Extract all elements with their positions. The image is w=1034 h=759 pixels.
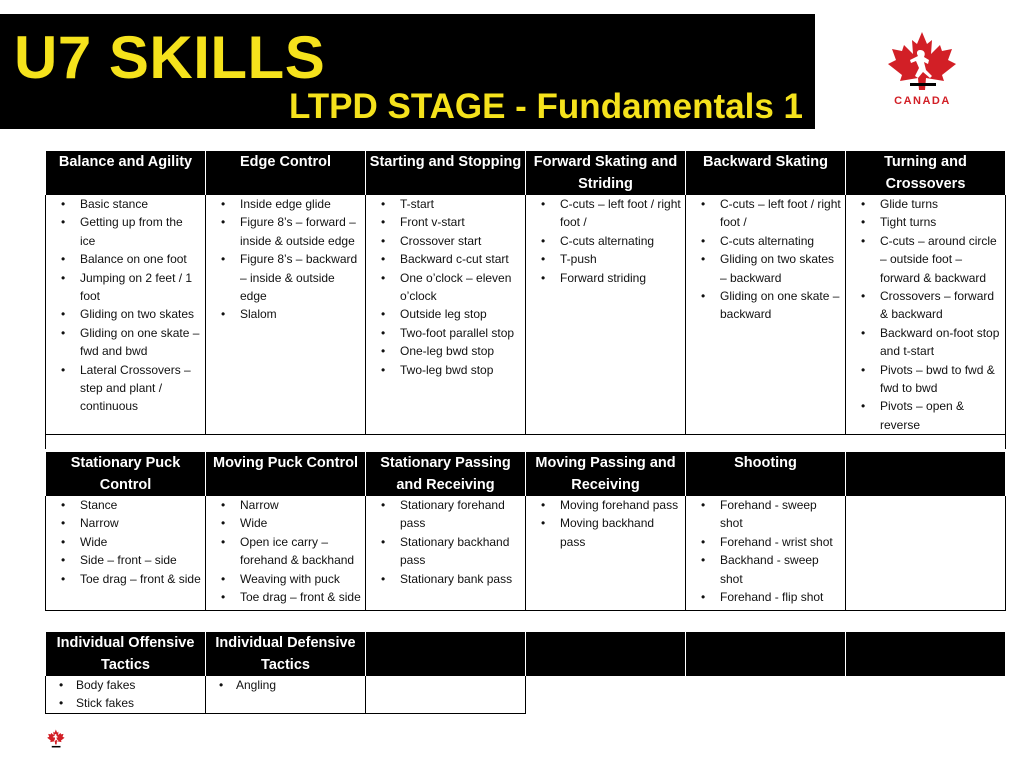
list-item: • Backhand - sweep shot xyxy=(720,551,841,588)
page-title: U7 SKILLS xyxy=(14,24,326,91)
list-item: • Wide xyxy=(240,514,361,532)
column-header: Starting and Stopping xyxy=(366,151,526,195)
list-item: • Lateral Crossovers – step and plant / continuous xyxy=(80,361,201,416)
list-item: • C-cuts – left foot / right foot / xyxy=(560,195,681,232)
list-item: • Front v-start xyxy=(400,213,521,231)
table-cell xyxy=(686,195,846,435)
list-item: • Gliding on two skates xyxy=(80,305,201,323)
list-item: • Figure 8’s – forward – inside & outside edge xyxy=(240,213,361,250)
table-cell xyxy=(206,195,366,435)
column-header: Forward Skating and Striding xyxy=(526,151,686,195)
hockey-canada-logo xyxy=(880,30,965,108)
table-cell xyxy=(366,496,526,611)
column-header: Stationary Passing and Receiving xyxy=(366,452,526,496)
list-item: • Stationary forehand pass xyxy=(400,496,521,533)
skill-list xyxy=(46,195,205,416)
table-cell xyxy=(46,195,206,435)
table-cell xyxy=(206,496,366,611)
empty-header-cell xyxy=(686,632,846,676)
table-cell xyxy=(366,676,526,713)
list-item: • Tight turns xyxy=(880,213,1001,231)
column-header: Backward Skating xyxy=(686,151,846,195)
list-item: • Forehand - wrist shot xyxy=(720,533,841,551)
list-item: • Angling xyxy=(236,676,361,694)
list-item: • Gliding on one skate – fwd and bwd xyxy=(80,324,201,361)
table-cell xyxy=(46,676,206,713)
table-cell xyxy=(206,676,366,713)
list-item: • Narrow xyxy=(240,496,361,514)
column-header: Individual Offensive Tactics xyxy=(46,632,206,676)
table-cell xyxy=(846,195,1006,435)
skill-list xyxy=(846,195,1005,434)
list-item: • Toe drag – front & side xyxy=(80,570,201,588)
list-item: • Toe drag – front & side xyxy=(240,588,361,606)
list-item: • Two-leg bwd stop xyxy=(400,361,521,379)
list-item: • C-cuts alternating xyxy=(720,232,841,250)
table-cell xyxy=(46,496,206,611)
list-item: • Stick fakes xyxy=(76,694,201,712)
table-cell xyxy=(846,496,1006,611)
list-item: • T-push xyxy=(560,250,681,268)
list-item: • T-start xyxy=(400,195,521,213)
skill-list xyxy=(686,195,845,324)
skill-list xyxy=(206,676,365,694)
list-item: • Getting up from the ice xyxy=(80,213,201,250)
list-item: • Forehand - flip shot xyxy=(720,588,841,606)
skill-list xyxy=(206,496,365,606)
list-item: • Slalom xyxy=(240,305,361,323)
list-item: • C-cuts – left foot / right foot / xyxy=(720,195,841,232)
blank-cell xyxy=(686,676,846,713)
column-header: Turning and Crossovers xyxy=(846,151,1006,195)
table-cell xyxy=(526,496,686,611)
list-item: • Outside leg stop xyxy=(400,305,521,323)
skill-list xyxy=(686,496,845,606)
column-header: Individual Defensive Tactics xyxy=(206,632,366,676)
list-item: • Body fakes xyxy=(76,676,201,694)
list-item: • Backward c-cut start xyxy=(400,250,521,268)
column-header: Balance and Agility xyxy=(46,151,206,195)
skill-list xyxy=(206,195,365,324)
list-item: • Stationary backhand pass xyxy=(400,533,521,570)
list-item: • Open ice carry – forehand & backhand xyxy=(240,533,361,570)
list-item: • One o’clock – eleven o’clock xyxy=(400,269,521,306)
list-item: • Crossover start xyxy=(400,232,521,250)
column-header: Shooting xyxy=(686,452,846,496)
empty-header-cell xyxy=(846,632,1006,676)
list-item: • Crossovers – forward & backward xyxy=(880,287,1001,324)
list-item: • Glide turns xyxy=(880,195,1001,213)
empty-header-cell xyxy=(366,632,526,676)
list-item: • Forehand - sweep shot xyxy=(720,496,841,533)
list-item: • Two-foot parallel stop xyxy=(400,324,521,342)
table-header-row xyxy=(46,151,1006,195)
table-row xyxy=(46,676,1006,713)
list-item: • Wide xyxy=(80,533,201,551)
list-item: • Stance xyxy=(80,496,201,514)
skill-list xyxy=(46,676,205,713)
puck-skills-table xyxy=(45,452,1006,611)
column-header: Moving Passing and Receiving xyxy=(526,452,686,496)
skating-skills-table xyxy=(45,151,1006,449)
skill-list xyxy=(46,496,205,588)
table-header-row xyxy=(46,632,1006,676)
column-header: Moving Puck Control xyxy=(206,452,366,496)
list-item: • Moving backhand pass xyxy=(560,514,681,551)
list-item: • Gliding on two skates – backward xyxy=(720,250,841,287)
column-header: Stationary Puck Control xyxy=(46,452,206,496)
list-item: • Jumping on 2 feet / 1 foot xyxy=(80,269,201,306)
table-cell xyxy=(686,496,846,611)
list-item: • Side – front – side xyxy=(80,551,201,569)
tactics-table xyxy=(45,632,1006,714)
list-item: • Balance on one foot xyxy=(80,250,201,268)
blank-cell xyxy=(526,676,686,713)
skill-list xyxy=(366,496,525,588)
skill-list xyxy=(526,195,685,287)
list-item: • Basic stance xyxy=(80,195,201,213)
list-item: • One-leg bwd stop xyxy=(400,342,521,360)
skill-list xyxy=(366,195,525,379)
list-item: • Moving forehand pass xyxy=(560,496,681,514)
list-item: • Forward striding xyxy=(560,269,681,287)
table-row xyxy=(46,195,1006,435)
list-item: • C-cuts alternating xyxy=(560,232,681,250)
list-item: • Pivots – open & reverse xyxy=(880,397,1001,434)
list-item: • Backward on-foot stop and t-start xyxy=(880,324,1001,361)
empty-header-cell xyxy=(846,452,1006,496)
blank-cell xyxy=(846,676,1006,713)
list-item: • C-cuts – around circle – outside foot – forward & backward xyxy=(880,232,1001,287)
list-item: • Weaving with puck xyxy=(240,570,361,588)
column-header: Edge Control xyxy=(206,151,366,195)
maple-leaf-icon xyxy=(44,729,68,749)
table-cell xyxy=(366,195,526,435)
list-item: • Inside edge glide xyxy=(240,195,361,213)
list-item: • Figure 8’s – backward – inside & outside edge xyxy=(240,250,361,305)
page-subtitle: LTPD STAGE - Fundamentals 1 xyxy=(288,87,803,126)
title-banner xyxy=(0,14,815,129)
list-item: • Stationary bank pass xyxy=(400,570,521,588)
table-spacer-row xyxy=(46,435,1006,450)
skill-list xyxy=(526,496,685,551)
list-item: • Pivots – bwd to fwd & fwd to bwd xyxy=(880,361,1001,398)
table-cell xyxy=(526,195,686,435)
list-item: • Narrow xyxy=(80,514,201,532)
table-header-row xyxy=(46,452,1006,496)
empty-header-cell xyxy=(526,632,686,676)
list-item: • Gliding on one skate – backward xyxy=(720,287,841,324)
logo-text: CANADA xyxy=(894,95,951,107)
table-row xyxy=(46,496,1006,611)
